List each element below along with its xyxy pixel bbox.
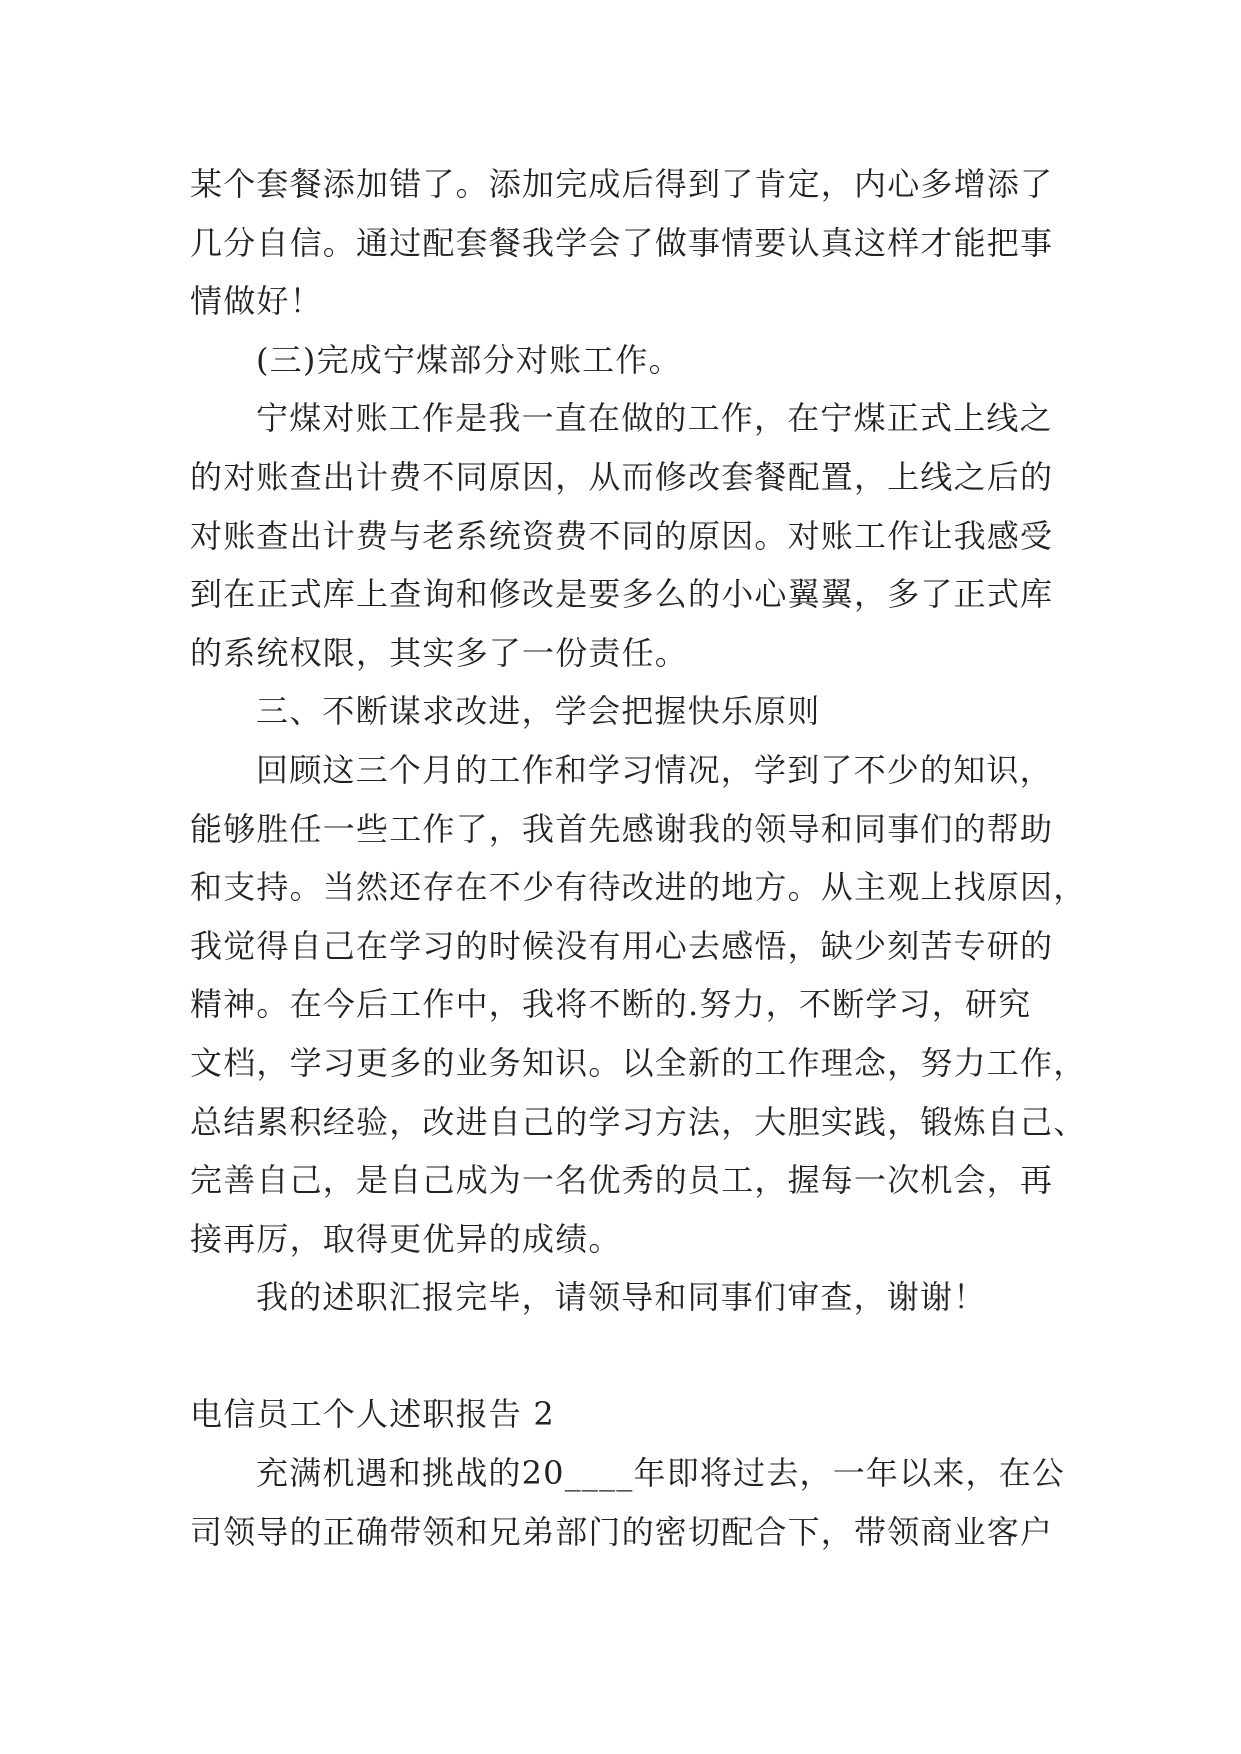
paragraph-line: 宁煤对账工作是我一直在做的工作，在宁煤正式上线之	[256, 399, 1053, 438]
closing-line: 我的述职汇报完毕，请领导和同事们审查，谢谢！	[256, 1278, 987, 1317]
paragraph-line: 文档，学习更多的业务知识。以全新的工作理念，努力工作，	[190, 1043, 1087, 1082]
paragraph-line: 和支持。当然还存在不少有待改进的地方。从主观上找原因，	[190, 868, 1087, 907]
paragraph-line: 情做好！	[190, 282, 323, 321]
paragraph-line: 回顾这三个月的工作和学习情况，学到了不少的知识，	[256, 750, 1053, 789]
paragraph-line: 几分自信。通过配套餐我学会了做事情要认真这样才能把事	[190, 223, 1054, 262]
paragraph-line: 能够胜任一些工作了，我首先感谢我的领导和同事们的帮助	[190, 809, 1054, 848]
section-heading: 三、不断谋求改进，学会把握快乐原则	[256, 692, 821, 731]
paragraph-line: 充满机遇和挑战的20____年即将过去，一年以来，在公	[256, 1454, 1066, 1493]
paragraph-line: 接再厉，取得更优异的成绩。	[190, 1219, 622, 1258]
paragraph-line: 对账查出计费与老系统资费不同的原因。对账工作让我感受	[190, 516, 1054, 555]
paragraph-line: 到在正式库上查询和修改是要多么的小心翼翼，多了正式库	[190, 575, 1054, 614]
paragraph-line: 精神。在今后工作中，我将不断的.努力，不断学习，研究	[190, 985, 1032, 1024]
paragraph-line: 我觉得自己在学习的时候没有用心去感悟，缺少刻苦专研的	[190, 926, 1054, 965]
document-body	[190, 155, 1087, 1561]
paragraph-line: 完善自己，是自己成为一名优秀的员工，握每一次机会，再	[190, 1161, 1054, 1200]
paragraph-line: 的对账查出计费不同原因，从而修改套餐配置，上线之后的	[190, 457, 1054, 496]
subheading: (三)完成宁煤部分对账工作。	[256, 340, 682, 379]
paragraph-line: 的系统权限，其实多了一份责任。	[190, 633, 689, 672]
section-title: 电信员工个人述职报告 2	[190, 1395, 555, 1434]
paragraph-line: 总结累积经验，改进自己的学习方法，大胆实践，锻炼自己、	[190, 1102, 1087, 1141]
paragraph-line: 司领导的正确带领和兄弟部门的密切配合下，带领商业客户	[190, 1512, 1054, 1551]
section-spacer	[190, 1327, 1070, 1386]
paragraph-line: 某个套餐添加错了。添加完成后得到了肯定，内心多增添了	[190, 165, 1054, 203]
